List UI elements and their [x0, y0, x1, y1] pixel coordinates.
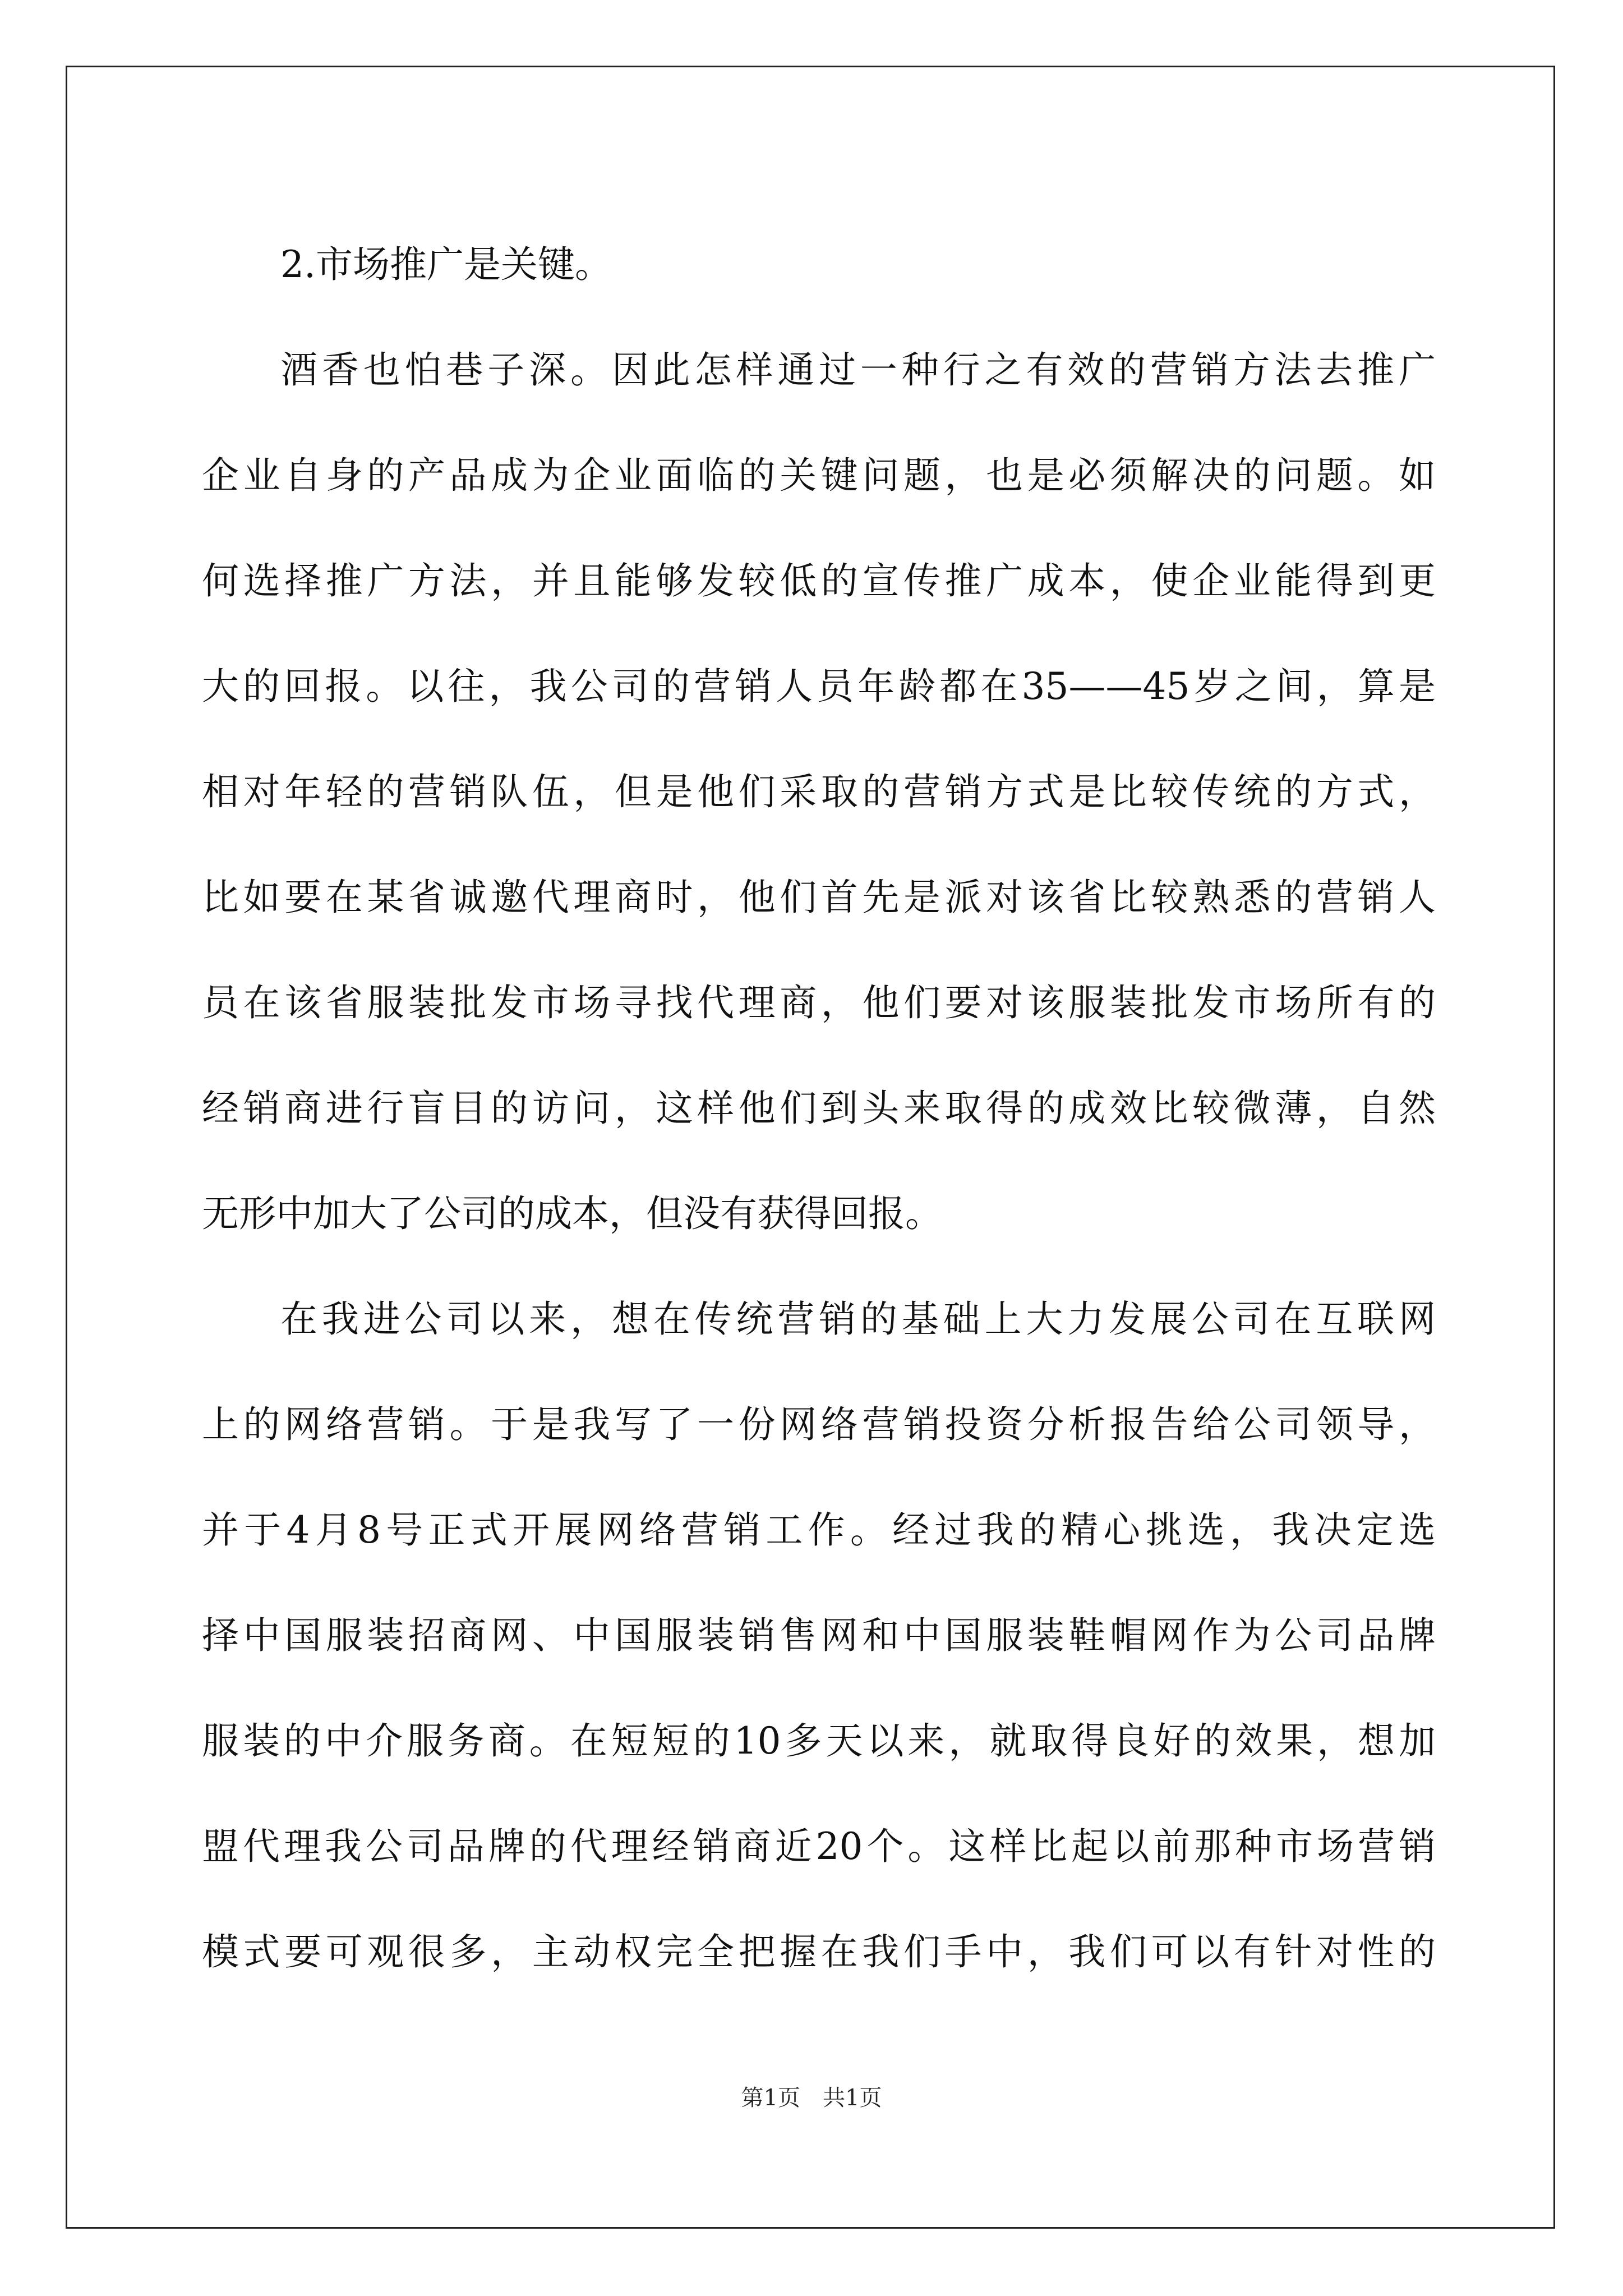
paragraph-line: 员在该省服装批发市场寻找代理商，他们要对该服装批发市场所有的: [202, 981, 1436, 1024]
paragraph-line: 比如要在某省诚邀代理商时，他们首先是派对该省比较熟悉的营销人: [202, 876, 1436, 919]
paragraph-line: 企业自身的产品成为企业面临的关键问题，也是必须解决的问题。如: [202, 454, 1436, 497]
paragraph-line: 无形中加大了公司的成本，但没有获得回报。: [202, 1192, 942, 1235]
document-body: [202, 212, 1436, 2005]
paragraph-line: 盟代理我公司品牌的代理经销商近20个。这样比起以前那种市场营销: [202, 1825, 1436, 1868]
page-number: 第1页: [741, 2085, 800, 2111]
paragraph-line: 模式要可观很多，主动权完全把握在我们手中，我们可以有针对性的: [202, 1930, 1436, 1973]
page-total: 共1页: [823, 2085, 882, 2111]
paragraph-line: 相对年轻的营销队伍，但是他们采取的营销方式是比较传统的方式，: [202, 770, 1436, 813]
paragraph-line: 酒香也怕巷子深。因此怎样通过一种行之有效的营销方法去推广: [280, 348, 1436, 392]
paragraph-line: 上的网络营销。于是我写了一份网络营销投资分析报告给公司领导，: [202, 1403, 1436, 1446]
paragraph-line: 何选择推广方法，并且能够发较低的宣传推广成本，使企业能得到更: [202, 559, 1436, 602]
paragraph-line: 择中国服装招商网、中国服装销售网和中国服装鞋帽网作为公司品牌: [202, 1614, 1436, 1657]
paragraph-line: 服装的中介服务商。在短短的10多天以来，就取得良好的效果，想加: [202, 1719, 1436, 1763]
paragraph-line: 在我进公司以来，想在传统营销的基础上大力发展公司在互联网: [280, 1297, 1436, 1341]
paragraph-line: 大的回报。以往，我公司的营销人员年龄都在35——45岁之间，算是: [202, 665, 1436, 708]
page-footer: [0, 2084, 1623, 2112]
paragraph-line: 并于4月8号正式开展网络营销工作。经过我的精心挑选，我决定选: [202, 1508, 1436, 1552]
paragraph-line: 经销商进行盲目的访问，这样他们到头来取得的成效比较微薄，自然: [202, 1087, 1436, 1130]
paragraph-heading-line: 2.市场推广是关键。: [280, 243, 612, 286]
